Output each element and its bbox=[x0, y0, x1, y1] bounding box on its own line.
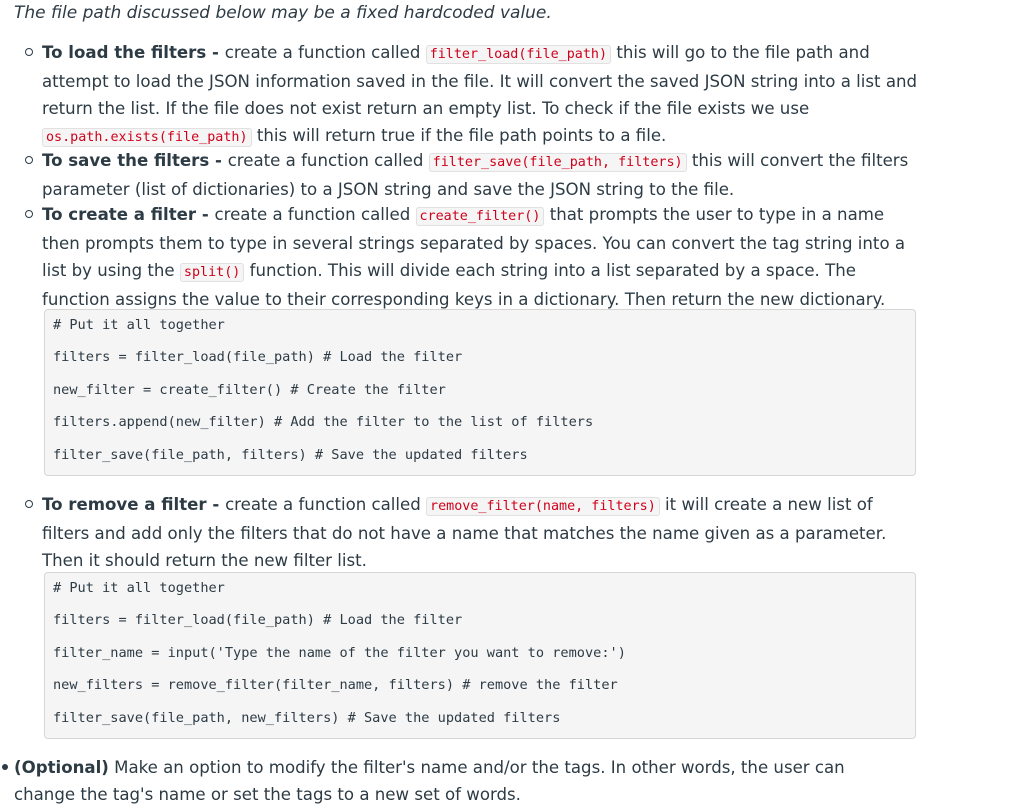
circle-bullet-icon bbox=[25, 500, 33, 508]
code-line: filter_save(file_path, filters) # Save the updated filters bbox=[53, 446, 528, 463]
intro-note: The file path discussed below may be a fixed hardcoded value. bbox=[14, 3, 552, 23]
code-line: # Put it all together bbox=[53, 580, 225, 596]
code-line: filter_name = input('Type the name of the filter you want to remove:') bbox=[53, 644, 626, 661]
item-text: that prompts the user to type in a name then prompts them to type in several strings separated by spaces. You can convert the tag string into a list by using the bbox=[42, 205, 906, 280]
title-separator: - bbox=[209, 151, 228, 170]
inline-code: os.path.exists(file_path) bbox=[42, 128, 252, 147]
inline-code: split() bbox=[180, 263, 244, 282]
code-line: filters.append(new_filter) # Add the filter to the list of filters bbox=[53, 414, 594, 431]
item-title: To load the filters bbox=[42, 43, 207, 62]
circle-bullet-icon bbox=[25, 210, 33, 218]
item-text: create a function called bbox=[214, 205, 416, 224]
code-block-create bbox=[44, 309, 916, 476]
list-item-remove-filter bbox=[42, 491, 922, 574]
inline-code: filter_save(file_path, filters) bbox=[429, 153, 687, 172]
list-item-optional bbox=[14, 754, 894, 808]
item-text: create a function called bbox=[224, 43, 426, 62]
inline-code: remove_filter(name, filters) bbox=[426, 497, 660, 516]
code-line: filters = filter_load(file_path) # Load the filter bbox=[53, 612, 463, 629]
circle-bullet-icon bbox=[25, 156, 33, 164]
list-item-create-filter bbox=[42, 201, 922, 313]
item-text: this will convert the filters parameter (list of dictionaries) to a JSON string and save the JSON string to the file. bbox=[42, 151, 909, 199]
inline-code: create_filter() bbox=[416, 207, 545, 226]
item-title: To create a filter bbox=[42, 205, 197, 224]
item-text: this will return true if the file path points to a file. bbox=[251, 126, 667, 145]
code-block-remove bbox=[44, 572, 916, 739]
list-item-save-filters bbox=[42, 147, 922, 203]
disc-bullet-icon bbox=[2, 764, 8, 770]
code-line: # Put it all together bbox=[53, 317, 225, 333]
item-text: create a function called bbox=[225, 495, 427, 514]
item-text: create a function called bbox=[227, 151, 429, 170]
title-separator: - bbox=[206, 495, 226, 514]
code-line: new_filters = remove_filter(filter_name, filters) # remove the filter bbox=[53, 677, 618, 694]
code-line: new_filter = create_filter() # Create the filter bbox=[53, 381, 446, 398]
item-text: this will go to the file path and attempt to load the JSON information saved in the file. It will convert the saved JSON string into a list and return the list. If the file does not exist return an empty list. To check if the file exists we use bbox=[42, 43, 918, 118]
list-item-load-filters bbox=[42, 39, 922, 151]
title-separator: - bbox=[196, 205, 215, 224]
code-line: filter_save(file_path, new_filters) # Save the updated filters bbox=[53, 709, 561, 726]
inline-code: filter_load(file_path) bbox=[426, 45, 611, 64]
code-line: filters = filter_load(file_path) # Load the filter bbox=[53, 349, 463, 366]
circle-bullet-icon bbox=[25, 48, 33, 56]
title-separator: - bbox=[206, 43, 225, 62]
item-title: To save the filters bbox=[42, 151, 210, 170]
optional-label: (Optional) bbox=[14, 758, 109, 777]
optional-text: Make an option to modify the filter's name and/or the tags. In other words, the user can change the tag's name or set the tags to a new set of words. bbox=[14, 758, 845, 804]
item-title: To remove a filter bbox=[42, 495, 207, 514]
item-text: it will create a new list of filters and add only the filters that do not have a name that matches the name given as a parameter. Then it should return the new filter list. bbox=[42, 495, 887, 570]
item-text: function. This will divide each string into a list separated by a space. The function assigns the value to their corresponding keys in a dictionary. Then return the new dictionary. bbox=[42, 261, 886, 309]
